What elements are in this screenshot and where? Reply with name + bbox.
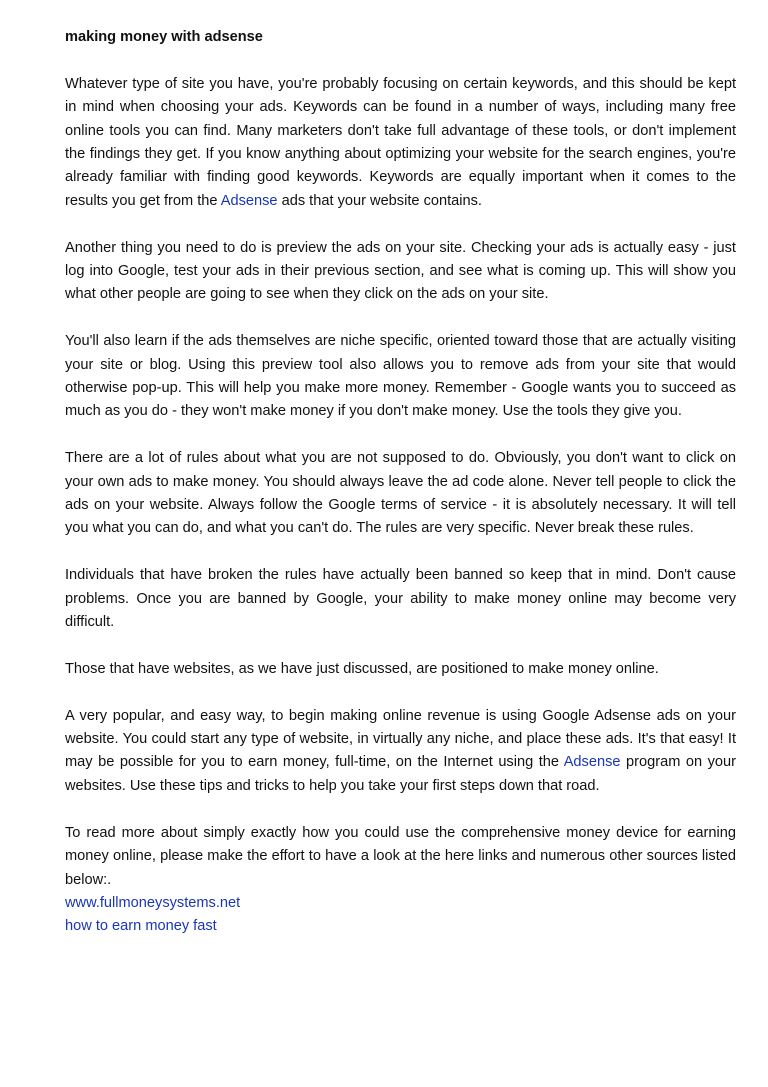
read-more-block [65,822,736,939]
paragraph-preview-ads: Another thing you need to do is preview the ads on your site. Checking your ads is actually easy - just log into Google, test your ads in their previous section, and see what is coming up. This will show you what other people are going to see when they click on the ads on your site. [65,239,736,303]
paragraph-popular-way [65,705,736,799]
paragraph-text: ads that your website contains. [277,192,482,209]
document-page [65,26,736,939]
paragraph-keywords [65,73,736,213]
paragraph-rules: There are a lot of rules about what you are not supposed to do. Obviously, you don't want to click on your own ads to make money. You should always leave the ad code alone. Never tell people to click the ads on your website. Always follow the Google terms of service - it is absolutely necessary. It will tell you what you can do, and what you can't do. The rules are very specific. Never break these rules. [65,450,736,537]
paragraph-text: A very popular, and easy way, to begin making online revenue is using Google Adsense ads on your website. You could start any type of website, in virtually any niche, and place these ads. It's that easy! It may be possible for you to earn money, full-time, on the Internet using the [65,707,736,771]
paragraph-text: program on your websites. Use these tips and tricks to help you take your first steps down that road. [65,754,736,794]
adsense-link[interactable]: Adsense [220,192,278,209]
paragraph-text: Whatever type of site you have, you're probably focusing on certain keywords, and this should be kept in mind when choosing your ads. Keywords can be found in a number of ways, including many free online tools you can find. Many marketers don't take full advantage of these tools, or don't implement the findings they get. If you know anything about optimizing your website for the search engines, you're already familiar with finding good keywords. Keywords are equally important when it comes to the results you get from the [65,75,736,209]
paragraph-niche-specific: You'll also learn if the ads themselves are niche specific, oriented toward those that are actually visiting your site or blog. Using this preview tool also allows you to remove ads from your site that would otherwise pop-up. This will help you make more money. Remember - Google wants you to succeed as much as you do - they won't make money if you don't make money. Use the tools they give you. [65,333,736,420]
paragraph-read-more: To read more about simply exactly how you could use the comprehensive money device for earning money online, please make the effort to have a look at the here links and numerous other sources listed below:. [65,824,736,888]
paragraph-banned: Individuals that have broken the rules have actually been banned so keep that in mind. Don't cause problems. Once you are banned by Google, your ability to make money online may become very difficult. [65,567,736,631]
fullmoneysystems-link[interactable]: www.fullmoneysystems.net [65,894,241,911]
adsense-program-link[interactable]: Adsense [563,754,621,771]
earn-money-fast-link[interactable]: how to earn money fast [65,918,217,935]
paragraph-websites: Those that have websites, as we have just discussed, are positioned to make money online. [65,660,659,677]
document-title: making money with adsense [65,29,263,45]
